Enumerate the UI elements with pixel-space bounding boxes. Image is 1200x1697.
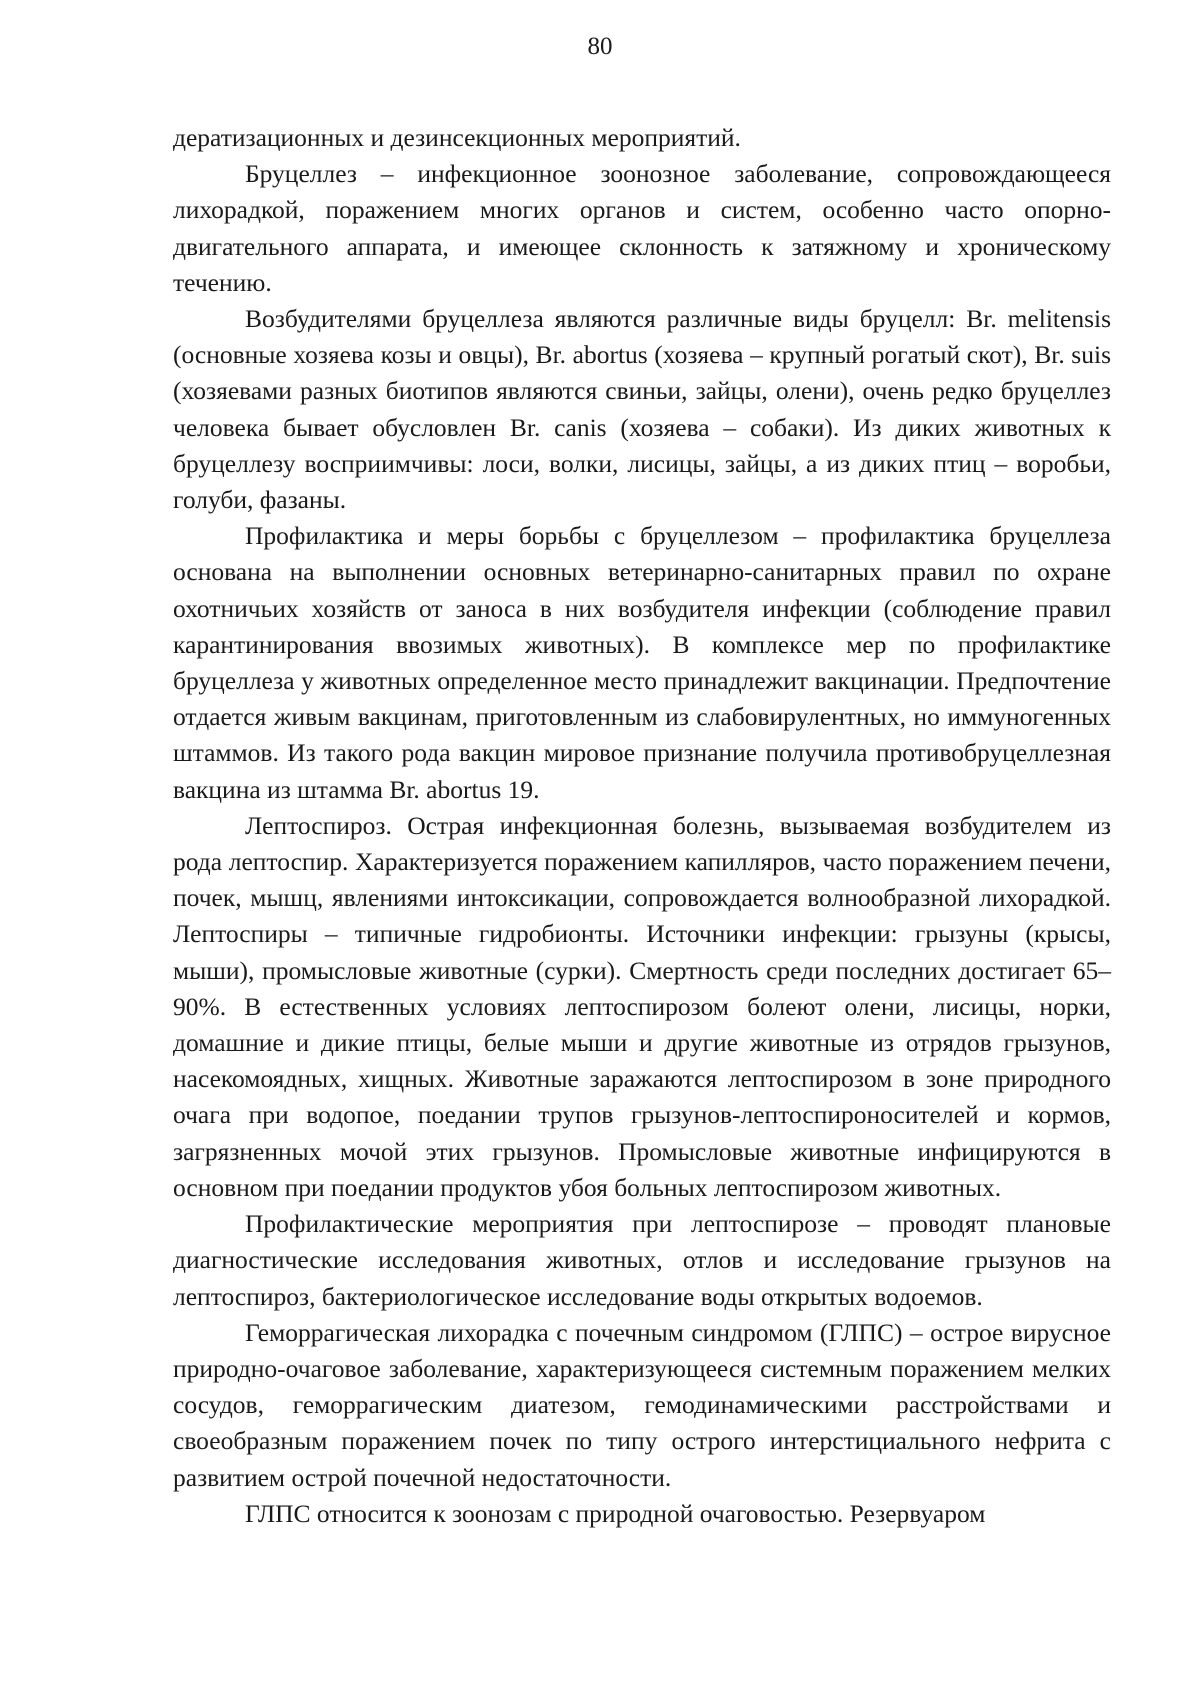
paragraph-5: Лептоспироз. Острая инфекционная болезнь, вызываемая возбудителем из рода лептоспир. Характеризуется поражением капилляров, часто поражением печени, почек, мышц, явлениями интоксикации, сопровождается волнообразной лихорадкой. Лептоспиры – типичные гидробионты. Источники инфекции: грызуны (крысы, мыши), промысловые животные (сурки). Смертность среди последних достигает 65–90%. В естественных условиях лептоспирозом болеют олени, лисицы, норки, домашние и дикие птицы, белые мыши и другие животные из отрядов грызунов, насекомоядных, хищных. Животные заражаются лептоспирозом в зоне природного очага при водопое, поедании трупов грызунов-лептоспироносителей и кормов, загрязненных мочой этих грызунов. Промысловые животные инфицируются в основном при поедании продуктов убоя больных лептоспирозом животных. bbox=[173, 810, 1111, 1202]
paragraph-4: Профилактика и меры борьбы с бруцеллезом – профилактика бруцеллеза основана на выполнении основных ветеринарно-санитарных правил по охране охотничьих хозяйств от заноса в них возбудителя инфекции (соблюдение правил карантинирования ввозимых животных). В комплексе мер по профилактике бруцеллеза у животных определенное место принадлежит вакцинации. Предпочтение отдается живым вакцинам, приготовленным из слабовирулентных, но иммуногенных штаммов. Из такого рода вакцин мировое признание получила противобруцеллезная вакцина из штамма Br. abortus 19. bbox=[173, 521, 1111, 804]
paragraph-3: Возбудителями бруцеллеза являются различные виды бруцелл: Br. melitensis (основные хозяева козы и овцы), Br. abortus (хозяева – крупный рогатый скот), Br. suis (хозяевами разных биотипов являются свиньи, зайцы, олени), очень редко бруцеллез человека бывает обусловлен Br. canis (хозяева – собаки). Из диких животных к бруцеллезу восприимчивы: лоси, волки, лисицы, зайцы, а из диких птиц – воробьи, голуби, фазаны. bbox=[173, 304, 1111, 515]
paragraph-8: ГЛПС относится к зоонозам с природной очаговостью. Резервуаром bbox=[245, 1498, 986, 1528]
paragraph-6: Профилактические мероприятия при лептоспирозе – проводят плановые диагностические исследования животных, отлов и исследование грызунов на лептоспироз, бактериологическое исследование воды открытых водоемов. bbox=[173, 1209, 1111, 1311]
page-number: 80 bbox=[587, 33, 613, 60]
paragraph-1: дератизационных и дезинсекционных мероприятий. bbox=[173, 123, 741, 152]
paragraph-2: Бруцеллез – инфекционное зоонозное заболевание, сопровождающееся лихорадкой, поражением многих органов и систем, особенно часто опорно-двигательного аппарата, и имеющее склонность к затяжному и хроническому течению. bbox=[173, 159, 1111, 297]
paragraph-7: Геморрагическая лихорадка с почечным синдромом (ГЛПС) – острое вирусное природно-очаговое заболевание, характеризующееся системным поражением мелких сосудов, геморрагическим диатезом, гемодинамическими расстройствами и своеобразным поражением почек по типу острого интерстициального нефрита с развитием острой почечной недостаточности. bbox=[173, 1317, 1111, 1492]
document-body bbox=[173, 120, 1111, 1532]
